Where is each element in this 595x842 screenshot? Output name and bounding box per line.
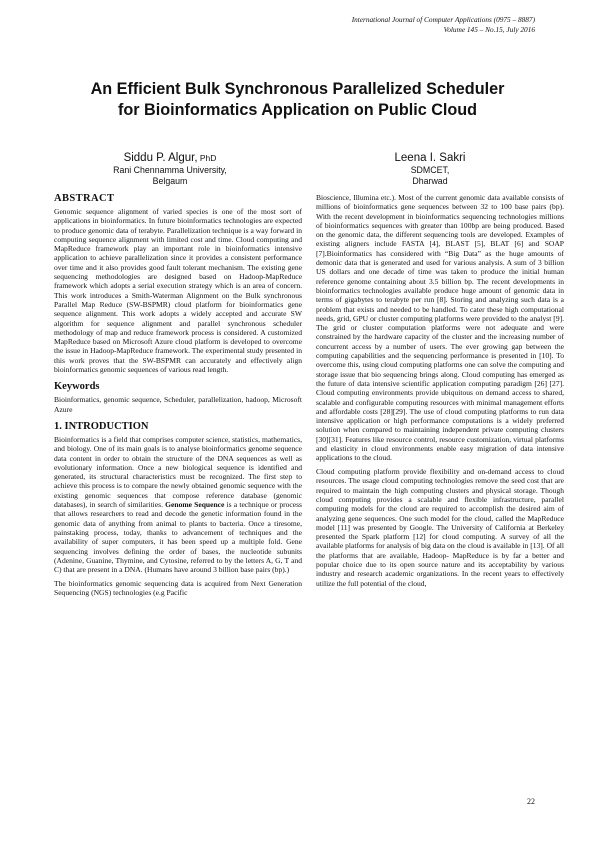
intro-paragraph-4: Cloud computing platform provide flexibility and on-demand access to cloud resources. The usage cloud computing technologies remove the seed cost that are required to maintain the high computing clusters and physical storage. Though cloud computing provides a scalable and flexible infrastructure, parallel computing models for the cloud are required to accomplish the desired aim of analyzing gene sequences. One such model for the cloud, called the MapReduce model [11] was presented by Google. The University of California at Berkeley presented the Spark platform [12] for cloud computing. A survey of all the available platforms for analysis of big data on the cloud is available in [13]. Of all the platforms that are available, Hadoop- MapReduce is by far a better and popular choice due to its open source nature and its acceptability by various industry and research academic organizations. In the recent years to effectively utilize the full potential of the cloud, bbox=[316, 467, 564, 588]
author-location: Dharwad bbox=[412, 176, 448, 186]
author-degree: PhD bbox=[197, 153, 217, 163]
intro-paragraph-2: The bioinformatics genomic sequencing data is acquired from Next Generation Sequencing (NGS) technologies (e.g Pacific bbox=[54, 578, 302, 598]
keywords-heading: Keywords bbox=[54, 381, 100, 393]
intro-paragraph-3: Bioscience, Illumina etc.). Most of the current genomic data available consists of millions of bioinformatics gene sequences between 32 to 100 base pairs (bp). With the recent development in bioinformatics sequencing technologies millions of bioinformatics sequences with greater than 100bp are being produced. Based on the genomic data, the different sequencing tools are developed. Examples of existing aligners include FASTA [4], BLAST [5], BLAT [6] and SOAP [7].Bioinformatics has considered with “Big Data” as the huge amounts of demonic data that is generated and used for various analysis. A sum of 3 billion US dollars and one decade of time was taken to produce the initial human reference genome containing about 3.5 billion bp. The recent developments in bioinformatics technologies available produce huge amount of genomic data in terms of gigabytes to terabyte per run [8]. Storing and analyzing such data is a problem that exists and needed to be handled. To cater these high computational needs, grid, GPU or cluster computing platforms were provided to the analyst [9]. The grid or cluster computation platforms were not adequate and were constrained by the hardware capacity of the cluster and the increasing number of concurrent access by a number of users. The ever growing gap between the computing capabilities and the sequencing performance is presented in [10]. To overcome this, using cloud computing platforms one can solve the computing and storage issue that bio sequencing brings along. Cloud computing has emerged as the future of data intensive scientific application computing paradigm [26] [27]. Cloud computing environments provide ubiquitous on demand access to shared, scalable and configurable computing resources with minimal management efforts and affordable costs [28][29]. The use of cloud computing platforms to run data intensive application or high performance computations is a widely preferred solution when compared to maintaining independent private computing clusters [30][31]. Features like resource control, resource customization, virtual platforms and elasticity in cloud environments enable easy migration of data intensive applications to the cloud. bbox=[316, 193, 564, 463]
page-number: 22 bbox=[527, 797, 535, 806]
title-line-2: for Bioinformatics Application on Public Cloud bbox=[117, 101, 478, 119]
abstract-heading: ABSTRACT bbox=[54, 193, 115, 204]
author-2 bbox=[340, 151, 520, 187]
author-affiliation: SDMCET, bbox=[410, 165, 450, 175]
keywords-text: Bioinformatics, genomic sequence, Scheduler, parallelization, hadoop, Microsoft Azure bbox=[54, 395, 302, 414]
journal-name: International Journal of Computer Applications (0975 – 8887) bbox=[351, 15, 535, 24]
journal-volume: Volume 145 – No.15, July 2016 bbox=[443, 25, 535, 34]
journal-header bbox=[352, 15, 535, 35]
author-1 bbox=[80, 151, 260, 187]
genome-sequence-term: Genome Sequence bbox=[165, 500, 225, 510]
author-name: Siddu P. Algur, bbox=[123, 152, 198, 164]
paper-title bbox=[40, 79, 555, 121]
introduction-heading: 1. INTRODUCTION bbox=[54, 420, 149, 432]
author-name: Leena I. Sakri bbox=[394, 152, 466, 164]
title-line-1: An Efficient Bulk Synchronous Parallelized Scheduler bbox=[90, 80, 505, 98]
right-column bbox=[316, 193, 564, 592]
abstract-text: Genomic sequence alignment of varied species is one of the most sort of applications in bioinformatics. In future bioinformatics technologies are expected to produce genomic data of terabyte. Parallelization technique is a way forward in computing sequence alignment with limited cost and time. Cloud computing and MapReduce framework play an important role in bioinformatics intensive application to achieve parallelization since it provides a consistent performance over time and it also provides good fault tolerant mechanism. The existing gene sequencing methodologies are designed based on Hadoop-MapReduce framework which adopts a serial execution strategy which is an area of concern. This work introduces a Smith-Waterman Alignment on the Bulk synchronous Parallel Map Reduce (SW-BSPMR) cloud platform for bioinformatics gene sequence alignment. This work adopts a widely accepted and accurate SW algorithm for sequence alignment and parallel synchronous scheduler methodology of map and reduce framework process is considered. A customized MapReduce based on Microsoft Azure cloud platform is developed to overcome the issue in Hadoop-MapReduce framework. The experimental study presented in this work proves that the SW-BSPMR can accurately and effectively align bioinformatics genomic sequences of various read length. bbox=[54, 207, 302, 375]
author-affiliation: Rani Chennamma University, bbox=[113, 165, 227, 175]
author-location: Belgaum bbox=[152, 176, 188, 186]
left-column bbox=[54, 193, 302, 602]
intro-paragraph-1: Bioinformatics is a field that comprises computer science, statistics, mathematics, and biology. One of its main goals is to analyse bioinformatics genome sequence data content in order to obtain the structure of the DNA sequences as well as evolutionary information. Once a new biological sequence is identified and generated, its structural characteristics must be recognized. The first step to achieve this process is to compare the newly obtained genomic sequence with the existing genomic sequences that compose reference database (genomic databases), in search of similarities. Genome Sequence is a technique or process that allows researchers to read and decode the genetic information found in the genomic data of anything from animal to plants to bacteria. Once a tiresome, painstaking process, today, thanks to advancement of techniques and the availability of super computers, it has been speed up a multiple fold. Gene sequencing involves defining the order of bases, the nucleotide subunits (Adenine, Guanine, Thymine, and Cytosine, referred to by the letters A, G, T and C) that are present in a DNA. (Humans have around 3 billion base pairs (bp).) bbox=[54, 434, 302, 575]
